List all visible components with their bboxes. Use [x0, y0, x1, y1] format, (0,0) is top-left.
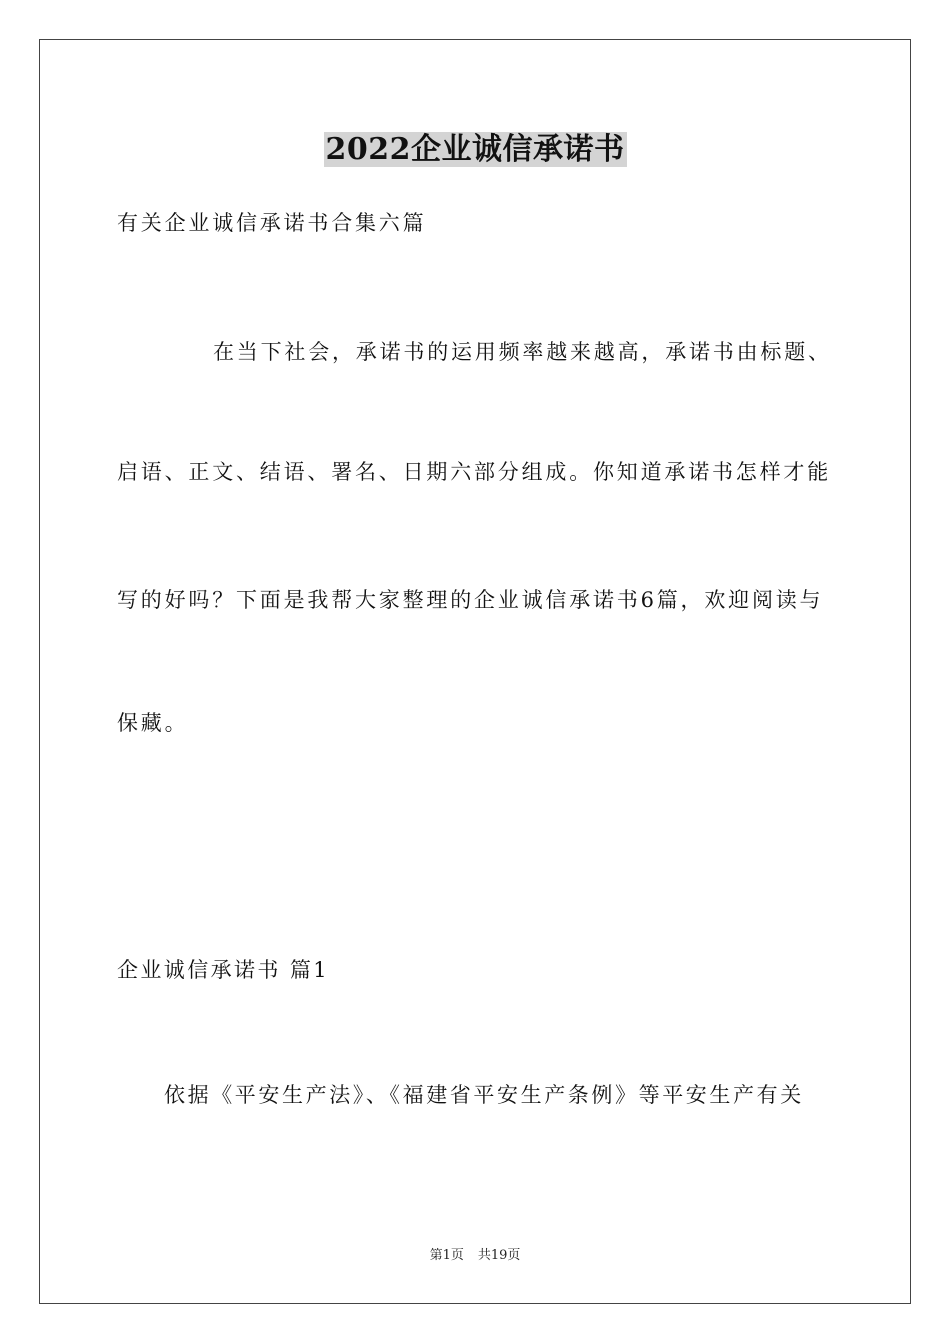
page-number: 第1页 — [429, 1248, 464, 1263]
section-body-line: 依据《平安生产法》、《福建省平安生产条例》等平安生产有关 — [164, 1083, 804, 1107]
page-footer — [0, 1247, 950, 1265]
intro-line: 启语、正文、结语、署名、日期六部分组成。你知道承诺书怎样才能 — [117, 460, 831, 484]
section-heading: 企业诚信承诺书 篇1 — [117, 958, 330, 982]
document-title-text: 2022企业诚信承诺书 — [325, 132, 625, 167]
intro-line: 保藏。 — [117, 711, 189, 735]
document-title — [0, 128, 950, 172]
intro-line: 在当下社会，承诺书的运用频率越来越高，承诺书由标题、 — [213, 340, 832, 364]
document-subtitle: 有关企业诚信承诺书合集六篇 — [117, 211, 427, 235]
page-total: 共19页 — [477, 1248, 521, 1263]
intro-line: 写的好吗？下面是我帮大家整理的企业诚信承诺书6篇，欢迎阅读与 — [117, 588, 824, 612]
